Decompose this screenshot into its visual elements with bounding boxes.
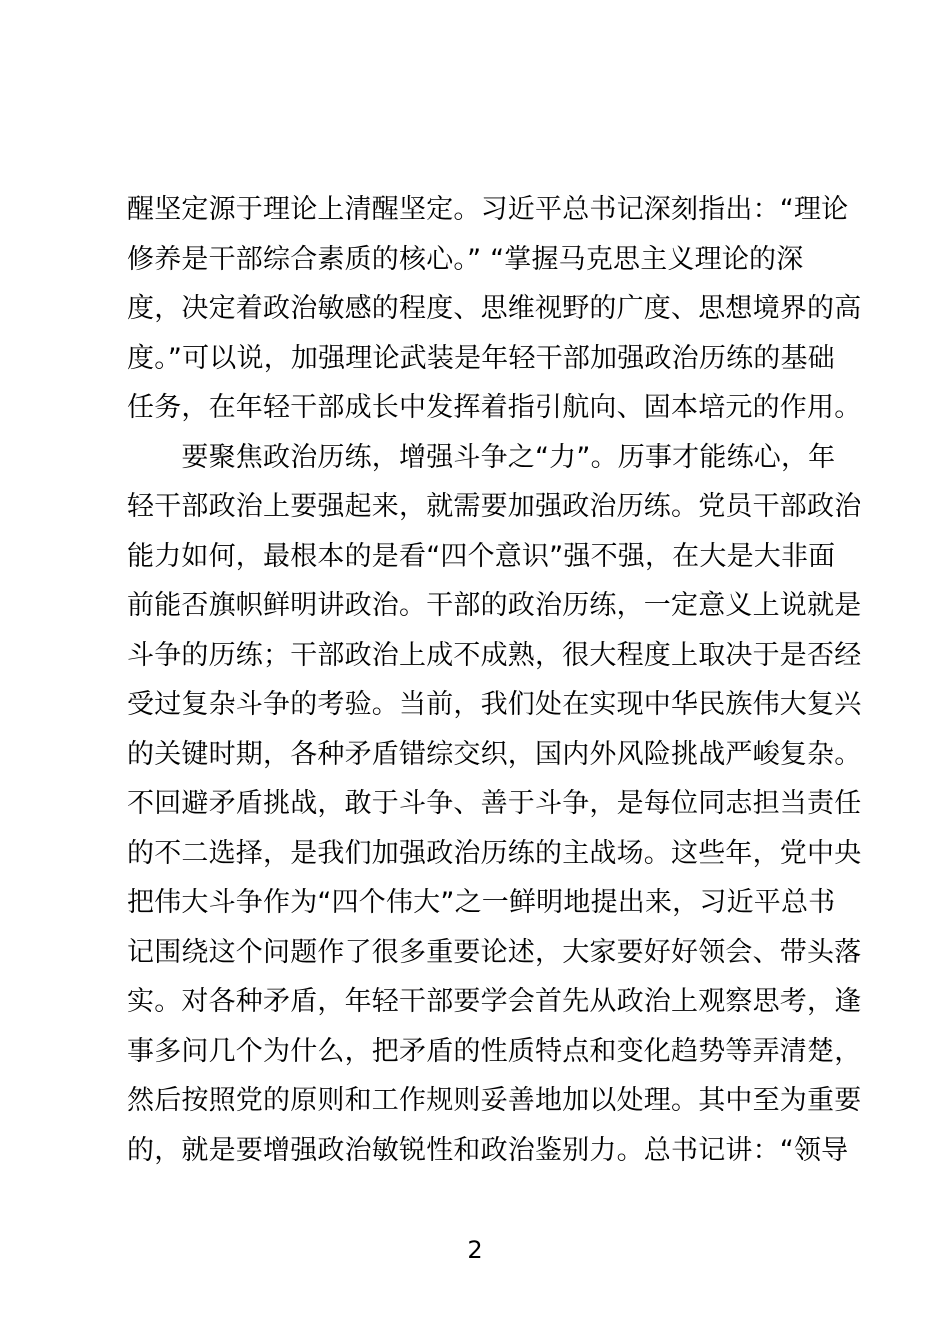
paragraph-start-line: 要聚焦政治历练，增强斗争之“力”。历事才能练心，年 xyxy=(127,441,836,473)
page-number: 2 xyxy=(467,1236,483,1264)
text-line: 受过复杂斗争的考验。当前，我们处在实现中华民族伟大复兴 xyxy=(127,689,862,720)
text-line: 度。”可以说，加强理论武装是年轻干部加强政治历练的基础 xyxy=(127,342,835,374)
text-line: 修养是干部综合素质的核心。” “掌握马克思主义理论的深 xyxy=(127,243,804,275)
text-line: 实。对各种矛盾，年轻干部要学会首先从政治上观察思考，逢 xyxy=(127,986,862,1017)
text-line: 轻干部政治上要强起来，就需要加强政治历练。党员干部政治 xyxy=(127,491,862,522)
text-line: 的，就是要增强政治敏锐性和政治鉴别力。总书记讲：“领导 xyxy=(127,1134,849,1166)
text-line: 不回避矛盾挑战，敢于斗争、善于斗争，是每位同志担当责任 xyxy=(127,788,862,819)
text-line: 前能否旗帜鲜明讲政治。干部的政治历练，一定意义上说就是 xyxy=(127,590,862,621)
text-line: 能力如何，最根本的是看“四个意识”强不强，在大是大非面 xyxy=(127,540,836,572)
text-line: 任务，在年轻干部成长中发挥着指引航向、固本培元的作用。 xyxy=(127,392,862,423)
text-line: 斗争的历练；干部政治上成不成熟，很大程度上取决于是否经 xyxy=(127,639,862,671)
text-line: 把伟大斗争作为“四个伟大”之一鲜明地提出来，习近平总书 xyxy=(127,887,836,918)
text-line: 的关键时期，各种矛盾错综交织，国内外风险挑战严峻复杂。 xyxy=(127,738,862,770)
text-line: 度，决定着政治敏感的程度、思维视野的广度、思想境界的高 xyxy=(127,293,862,324)
text-line: 醒坚定源于理论上清醒坚定。习近平总书记深刻指出：“理论 xyxy=(127,194,849,225)
text-line: 的不二选择，是我们加强政治历练的主战场。这些年，党中央 xyxy=(127,837,862,869)
text-line: 然后按照党的原则和工作规则妥善地加以处理。其中至为重要 xyxy=(127,1085,862,1116)
text-line: 事多问几个为什么，把矛盾的性质特点和变化趋势等弄清楚， xyxy=(127,1035,862,1067)
body-text xyxy=(127,185,862,1175)
text-line: 记围绕这个问题作了很多重要论述，大家要好好领会、带头落 xyxy=(127,936,862,968)
